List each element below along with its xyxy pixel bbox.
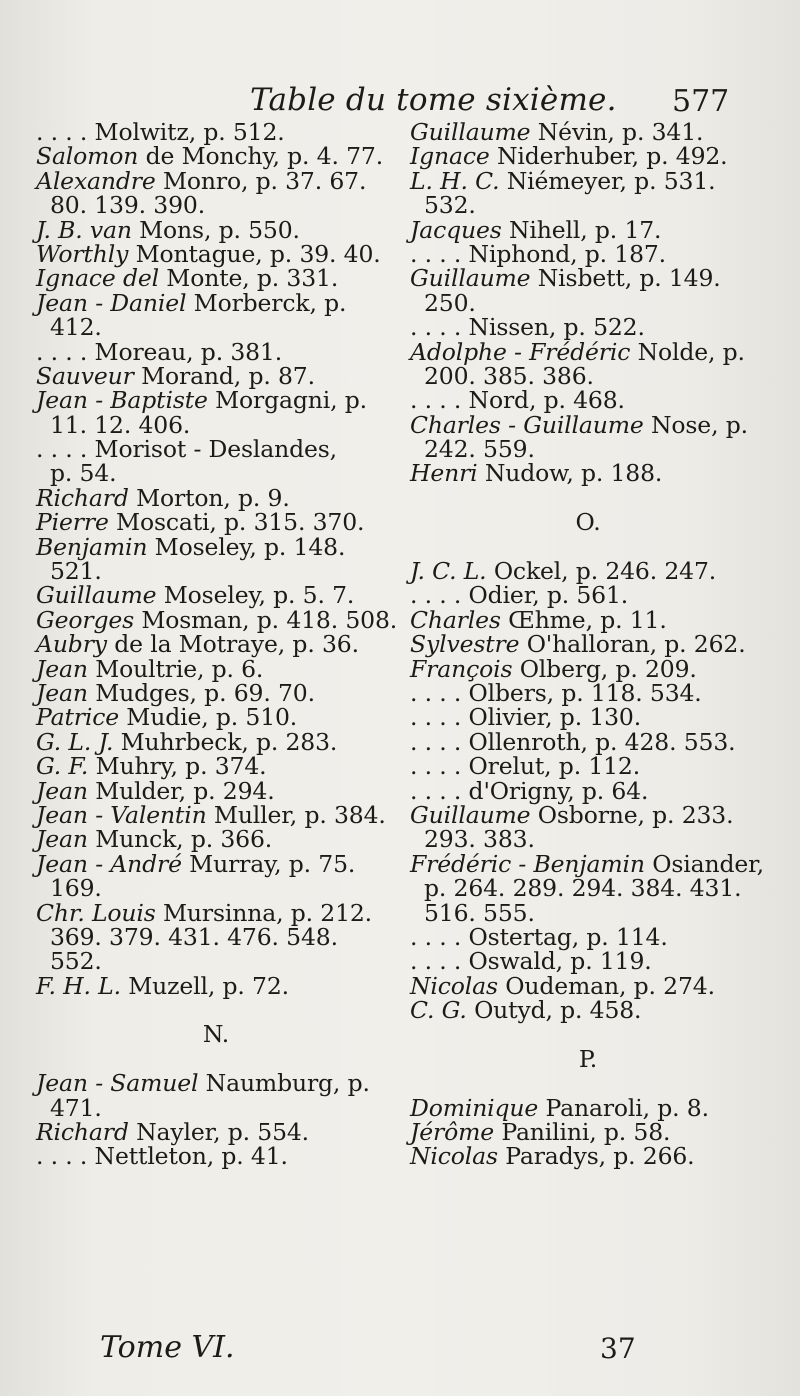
entry-surname-pages: . . . . Oswald, p. 119. bbox=[410, 947, 652, 976]
entry-surname-pages: . . . . Morisot - Deslandes, bbox=[36, 435, 338, 464]
entry-surname-pages: Muhry, p. 374. bbox=[88, 752, 267, 781]
index-entry bbox=[410, 215, 766, 244]
entry-given-name: Sylvestre bbox=[410, 630, 520, 659]
index-entry bbox=[410, 166, 766, 195]
entry-surname-pages: . . . . Olivier, p. 130. bbox=[410, 703, 642, 732]
entry-surname-pages: Outyd, p. 458. bbox=[466, 996, 642, 1025]
entry-surname-pages: Nudow, p. 188. bbox=[477, 459, 663, 488]
entry-surname-pages: Morand, p. 87. bbox=[133, 361, 315, 390]
entry-given-name: Sauveur bbox=[36, 361, 134, 390]
signature-mark: 37 bbox=[600, 1332, 636, 1365]
entry-given-name: Jérôme bbox=[410, 1118, 495, 1147]
entry-given-name: Richard bbox=[36, 483, 129, 512]
index-entry bbox=[410, 581, 766, 610]
entry-surname-pages: Mudges, p. 69. 70. bbox=[87, 678, 315, 707]
index-entry bbox=[36, 654, 396, 683]
entry-given-name: Charles - Guillaume bbox=[410, 410, 644, 439]
entry-given-name: G. F. bbox=[36, 752, 89, 781]
entry-given-name: Jean bbox=[36, 776, 88, 805]
index-entry bbox=[36, 1118, 396, 1147]
index-entry bbox=[36, 678, 396, 707]
index-entry bbox=[36, 752, 396, 781]
entry-given-name: F. H. L. bbox=[36, 971, 121, 1000]
entry-surname-pages: 80. 139. 390. bbox=[50, 191, 206, 220]
entry-given-name: Jean - Baptiste bbox=[36, 386, 208, 415]
entry-surname-pages: Nisbett, p. 149. bbox=[530, 264, 721, 293]
entry-surname-pages: . . . . Orelut, p. 112. bbox=[410, 752, 641, 781]
index-entry bbox=[36, 532, 396, 561]
entry-surname-pages: Olberg, p. 209. bbox=[512, 654, 697, 683]
index-entry bbox=[410, 313, 766, 342]
index-entry bbox=[36, 922, 396, 951]
running-title: Table du tome sixième. bbox=[250, 82, 617, 118]
entry-surname-pages: 250. bbox=[424, 288, 476, 317]
index-entry bbox=[36, 1069, 396, 1098]
entry-given-name: François bbox=[410, 654, 513, 683]
index-entry bbox=[36, 215, 396, 244]
entry-surname-pages: Panilini, p. 58. bbox=[494, 1118, 671, 1147]
entry-surname-pages: Mudie, p. 510. bbox=[118, 703, 298, 732]
index-entry bbox=[36, 459, 396, 488]
entry-surname-pages: . . . . Nissen, p. 522. bbox=[410, 313, 645, 342]
entry-surname-pages: Moseley, p. 5. 7. bbox=[156, 581, 355, 610]
entry-surname-pages: 471. bbox=[50, 1093, 102, 1122]
entry-surname-pages: 532. bbox=[424, 191, 476, 220]
entry-surname-pages: . . . . Odier, p. 561. bbox=[410, 581, 629, 610]
entry-surname-pages: Nose, p. bbox=[643, 410, 748, 439]
entry-given-name: J. C. L. bbox=[410, 557, 487, 586]
entry-surname-pages: p. 54. bbox=[50, 459, 117, 488]
entry-surname-pages: Mosman, p. 418. 508. bbox=[134, 605, 398, 634]
entry-given-name: Adolphe - Frédéric bbox=[410, 337, 631, 366]
index-entry bbox=[410, 849, 766, 878]
index-entry bbox=[36, 727, 396, 756]
entry-given-name: Jean - André bbox=[36, 849, 182, 878]
entry-given-name: Alexandre bbox=[36, 166, 156, 195]
entry-given-name: Charles bbox=[410, 605, 501, 634]
entry-given-name: Patrice bbox=[36, 703, 119, 732]
entry-surname-pages: Niderhuber, p. 492. bbox=[489, 142, 728, 171]
entry-surname-pages: Panaroli, p. 8. bbox=[538, 1093, 709, 1122]
section-letter-heading: N. bbox=[202, 1020, 230, 1049]
entry-surname-pages: 412. bbox=[50, 313, 102, 342]
index-entry bbox=[36, 361, 396, 390]
index-entry bbox=[36, 435, 396, 464]
entry-given-name: Jacques bbox=[410, 215, 502, 244]
index-entry bbox=[36, 1142, 396, 1171]
index-entry bbox=[36, 483, 396, 512]
entry-surname-pages: . . . . Olbers, p. 118. 534. bbox=[410, 678, 702, 707]
entry-surname-pages: Murray, p. 75. bbox=[181, 849, 356, 878]
entry-surname-pages: Montague, p. 39. 40. bbox=[128, 239, 381, 268]
index-entry bbox=[410, 386, 766, 415]
index-entry bbox=[36, 166, 396, 195]
entry-surname-pages: . . . . Ostertag, p. 114. bbox=[410, 922, 668, 951]
index-column-right bbox=[410, 120, 766, 1169]
blank-line bbox=[410, 1071, 766, 1095]
entry-surname-pages: Nihell, p. 17. bbox=[501, 215, 662, 244]
entry-surname-pages: Monte, p. 331. bbox=[158, 264, 339, 293]
index-entry bbox=[410, 288, 766, 317]
index-entry bbox=[36, 605, 398, 634]
entry-given-name: Jean - Valentin bbox=[36, 800, 207, 829]
index-entry bbox=[410, 922, 766, 951]
entry-given-name: Guillaume bbox=[410, 264, 531, 293]
index-entry bbox=[410, 410, 766, 439]
entry-surname-pages: Osiander, bbox=[644, 849, 764, 878]
entry-surname-pages: O'halloran, p. 262. bbox=[519, 630, 746, 659]
entry-given-name: Henri bbox=[410, 459, 478, 488]
index-entry bbox=[410, 898, 766, 927]
entry-surname-pages: Munck, p. 366. bbox=[87, 825, 273, 854]
index-entry bbox=[410, 678, 766, 707]
entry-given-name: J. B. van bbox=[36, 215, 132, 244]
entry-surname-pages: 369. 379. 431. 476. 548. bbox=[50, 922, 338, 951]
entry-given-name: Richard bbox=[36, 1118, 129, 1147]
entry-surname-pages: Niémeyer, p. 531. bbox=[499, 166, 716, 195]
index-entry bbox=[410, 459, 766, 488]
index-entry bbox=[410, 605, 766, 634]
index-entry bbox=[410, 239, 766, 268]
index-entry bbox=[410, 800, 766, 829]
entry-given-name: Aubry bbox=[36, 630, 107, 659]
entry-given-name: Guillaume bbox=[36, 581, 157, 610]
index-entry bbox=[36, 508, 396, 537]
entry-surname-pages: Névin, p. 341. bbox=[530, 118, 704, 146]
index-entry bbox=[36, 703, 396, 732]
index-entry bbox=[410, 825, 766, 854]
entry-given-name: Jean bbox=[36, 654, 88, 683]
entry-given-name: Worthly bbox=[36, 239, 129, 268]
entry-surname-pages: Muller, p. 384. bbox=[206, 800, 386, 829]
entry-surname-pages: 242. 559. bbox=[424, 435, 535, 464]
index-entry bbox=[410, 557, 766, 586]
index-entry bbox=[410, 996, 766, 1025]
entry-given-name: Nicolas bbox=[410, 971, 498, 1000]
page-footer bbox=[0, 1328, 800, 1378]
blank-line bbox=[410, 535, 766, 559]
entry-surname-pages: p. 264. 289. 294. 384. 431. bbox=[424, 874, 742, 903]
entry-given-name: Ignace del bbox=[36, 264, 159, 293]
index-entry bbox=[36, 630, 396, 659]
entry-given-name: G. L. J. bbox=[36, 727, 114, 756]
entry-surname-pages: Osborne, p. 233. bbox=[530, 800, 734, 829]
entry-surname-pages: 521. bbox=[50, 557, 102, 586]
index-entry bbox=[410, 1093, 766, 1122]
entry-given-name: Pierre bbox=[36, 508, 109, 537]
entry-surname-pages: Oudeman, p. 274. bbox=[497, 971, 715, 1000]
blank-line bbox=[36, 1047, 396, 1071]
index-entry bbox=[410, 971, 766, 1000]
entry-given-name: C. G. bbox=[410, 996, 467, 1025]
entry-surname-pages: 200. 385. 386. bbox=[424, 361, 594, 390]
index-entry bbox=[36, 264, 396, 293]
index-entry bbox=[410, 630, 766, 659]
entry-surname-pages: Morgagni, p. bbox=[207, 386, 367, 415]
entry-surname-pages: Morberck, p. bbox=[186, 288, 347, 317]
index-entry bbox=[410, 727, 766, 756]
index-entry bbox=[36, 191, 396, 220]
index-entry bbox=[410, 1142, 766, 1171]
entry-surname-pages: . . . . d'Origny, p. 64. bbox=[410, 776, 649, 805]
entry-given-name: L. H. C. bbox=[410, 166, 500, 195]
entry-given-name: Georges bbox=[36, 605, 135, 634]
section-letter-heading: P. bbox=[578, 1044, 598, 1073]
blank-line bbox=[410, 486, 766, 510]
entry-surname-pages: Muhrbeck, p. 283. bbox=[113, 727, 338, 756]
entry-given-name: Ignace bbox=[410, 142, 490, 171]
index-entry bbox=[36, 557, 396, 586]
index-entry bbox=[36, 849, 396, 878]
index-entry bbox=[410, 703, 766, 732]
entry-surname-pages: Moscati, p. 315. 370. bbox=[108, 508, 365, 537]
index-entry bbox=[410, 264, 766, 293]
index-entry bbox=[410, 1118, 766, 1147]
entry-surname-pages: Monro, p. 37. 67. bbox=[155, 166, 367, 195]
entry-given-name: Benjamin bbox=[36, 532, 148, 561]
index-entry bbox=[36, 386, 396, 415]
entry-surname-pages: Ockel, p. 246. 247. bbox=[486, 557, 717, 586]
entry-surname-pages: Muzell, p. 72. bbox=[120, 971, 289, 1000]
index-entry bbox=[36, 1093, 396, 1122]
volume-label: Tome VI. bbox=[100, 1330, 235, 1365]
index-entry bbox=[410, 752, 766, 781]
index-entry bbox=[36, 337, 396, 366]
index-entry bbox=[410, 191, 766, 220]
index-entry bbox=[36, 239, 396, 268]
entry-surname-pages: Œhme, p. 11. bbox=[500, 605, 667, 634]
entry-surname-pages: 169. bbox=[50, 874, 102, 903]
entry-surname-pages: . . . . Niphond, p. 187. bbox=[410, 239, 666, 268]
index-entry bbox=[410, 654, 766, 683]
index-entry bbox=[410, 435, 766, 464]
index-entry bbox=[36, 581, 396, 610]
entry-surname-pages: . . . . Ollenroth, p. 428. 553. bbox=[410, 727, 736, 756]
entry-surname-pages: . . . . Nord, p. 468. bbox=[410, 386, 625, 415]
entry-surname-pages: Mons, p. 550. bbox=[131, 215, 300, 244]
index-entry bbox=[410, 361, 766, 390]
index-entry bbox=[410, 874, 766, 903]
entry-surname-pages: . . . . Nettleton, p. 41. bbox=[36, 1142, 288, 1171]
index-entry bbox=[36, 874, 396, 903]
entry-surname-pages: . . . . Moreau, p. 381. bbox=[36, 337, 283, 366]
entry-given-name: Jean bbox=[36, 678, 88, 707]
index-entry bbox=[36, 410, 396, 439]
entry-surname-pages: Nayler, p. 554. bbox=[128, 1118, 309, 1147]
entry-given-name: Salomon bbox=[36, 142, 139, 171]
index-entry bbox=[36, 776, 396, 805]
entry-surname-pages: 293. 383. bbox=[424, 825, 535, 854]
index-entry bbox=[36, 898, 396, 927]
entry-given-name: Guillaume bbox=[410, 800, 531, 829]
index-entry bbox=[36, 971, 396, 1000]
entry-surname-pages: 552. bbox=[50, 947, 102, 976]
index-entry bbox=[410, 337, 766, 366]
blank-line bbox=[36, 998, 396, 1022]
entry-surname-pages: 516. 555. bbox=[424, 898, 535, 927]
index-entry bbox=[36, 800, 396, 829]
index-entry bbox=[36, 288, 396, 317]
entry-surname-pages: Mursinna, p. 212. bbox=[155, 898, 372, 927]
entry-given-name: Jean - Samuel bbox=[36, 1069, 199, 1098]
entry-given-name: Jean bbox=[36, 825, 88, 854]
entry-given-name: Dominique bbox=[410, 1093, 539, 1122]
section-letter-heading: O. bbox=[575, 508, 601, 537]
entry-given-name: Nicolas bbox=[410, 1142, 498, 1171]
entry-given-name: Frédéric - Benjamin bbox=[410, 849, 645, 878]
index-entry bbox=[36, 120, 396, 144]
entry-surname-pages: de Monchy, p. 4. 77. bbox=[138, 142, 384, 171]
index-entry bbox=[410, 142, 766, 171]
entry-surname-pages: . . . . Molwitz, p. 512. bbox=[36, 118, 285, 146]
entry-surname-pages: Paradys, p. 266. bbox=[497, 1142, 695, 1171]
entry-given-name: Jean - Daniel bbox=[36, 288, 187, 317]
index-entry bbox=[36, 825, 396, 854]
index-entry bbox=[410, 120, 766, 144]
index-entry bbox=[36, 313, 396, 342]
entry-surname-pages: Moseley, p. 148. bbox=[147, 532, 346, 561]
index-entry bbox=[410, 947, 766, 976]
entry-given-name: Guillaume bbox=[410, 118, 531, 146]
entry-surname-pages: Mulder, p. 294. bbox=[87, 776, 275, 805]
index-entry bbox=[36, 947, 396, 976]
entry-surname-pages: Naumburg, p. bbox=[198, 1069, 370, 1098]
blank-line bbox=[410, 1022, 766, 1046]
entry-surname-pages: Morton, p. 9. bbox=[128, 483, 290, 512]
index-column-left bbox=[36, 120, 396, 1169]
page-number: 577 bbox=[672, 84, 730, 119]
entry-surname-pages: 11. 12. 406. bbox=[50, 410, 191, 439]
index-entry bbox=[36, 142, 396, 171]
entry-surname-pages: Nolde, p. bbox=[630, 337, 745, 366]
entry-surname-pages: de la Motraye, p. 36. bbox=[106, 630, 359, 659]
index-entry bbox=[410, 776, 766, 805]
entry-given-name: Chr. Louis bbox=[36, 898, 156, 927]
entry-surname-pages: Moultrie, p. 6. bbox=[87, 654, 264, 683]
